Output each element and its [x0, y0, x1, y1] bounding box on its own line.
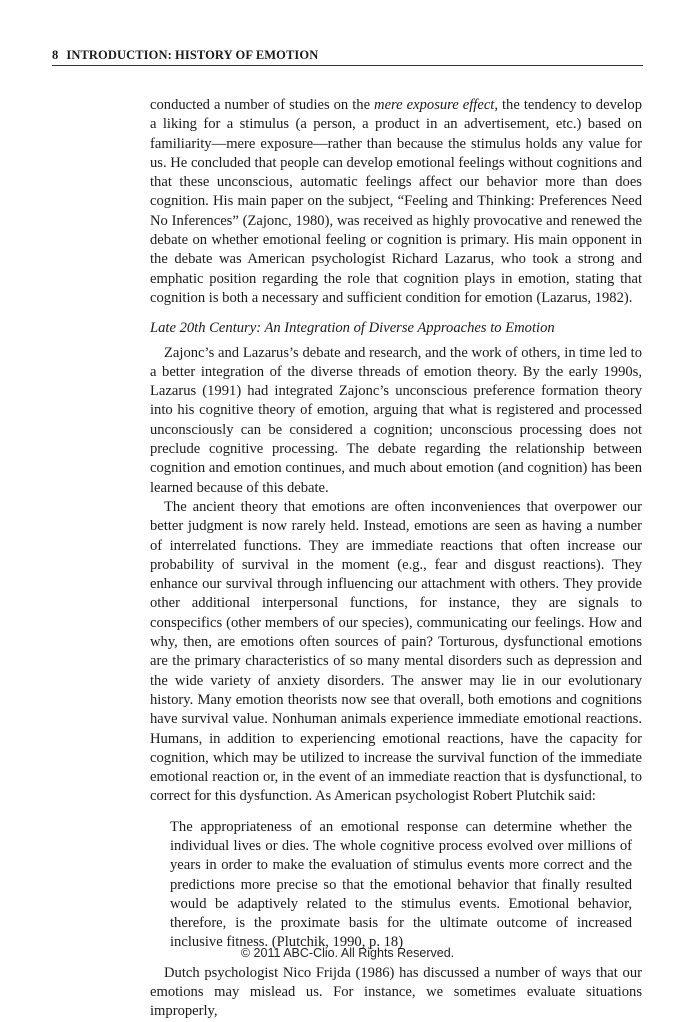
block-quote: The appropriateness of an emotional response can determine whether the individual lives or dies. The whole cognitive process evolved over millions of years in order to make the evaluation of stimulus events more correct and the predictions more precise so that the emotional behavior that finally resulted would be adaptively related to the stimulus events. Emotional behavior, therefore, is the proximate basis for the ultimate outcome of increased inclusive fitness. (Plutchik, 1990, p. 18) [170, 818, 632, 951]
paragraph-1-rest: , the tendency to develop a liking for a stimulus (a person, a product in an advertisement, etc.) based on familiarity—mere exposure—rather than because the stimulus holds any value for us. He concluded that people can develop emotional feelings without cognitions and that these unconscious, automatic feelings affect our behavior more than does cognition. His main paper on the subject, “Feeling and Thinking: Preferences Need No Inferences” (Zajonc, 1980), was received as highly provocative and renewed the debate on whether emotional feeling or cognition is primary. His main opponent in the debate was American psychologist Richard Lazarus, who took a strong and emphatic position regarding the role that cognition plays in emotion, stating that cognition is both a necessary and sufficient condition for emotion (Lazarus, 1982). [150, 97, 643, 306]
copyright-footer: © 2011 ABC-Clio. All Rights Reserved. [240, 946, 455, 960]
term-mere-exposure-effect: mere exposure effect [374, 97, 495, 113]
running-head [52, 48, 642, 63]
paragraph-1-start: conducted a number of studies on the [150, 97, 375, 113]
paragraph-1 [150, 96, 642, 308]
page-number: 8 [52, 48, 59, 62]
paragraph-3: The ancient theory that emotions are often inconveniences that overpower our better judgment is now rarely held. Instead, emotions are seen as having a number of interrelated functions. They are immediate reactions that often increase our probability of survival in the moment (e.g., fear and disgust reactions). They enhance our survival through influencing our attachment with others. They provide other additional interpersonal functions, for instance, they are signals to conspecifics (other members of our species), communicating our feelings. How and why, then, are emotions often sources of pain? Torturous, dysfunctional emotions are the primary characteristics of so many mental disorders such as depression and the wide variety of anxiety disorders. The answer may lie in our evolutionary history. Many emotion theorists now see that overall, both emotions and cognitions have survival value. Nonhuman animals experience immediate emotional reactions. Humans, in addition to experiencing emotional reactions, have the capacity for cognition, which may be utilized to increase the survival function of the immediate emotional reaction or, in the event of an immediate reaction that is dysfunctional, to correct for this dysfunction. As American psychologist Robert Plutchik said: [150, 498, 642, 805]
paragraph-2: Zajonc’s and Lazarus’s debate and research, and the work of others, in time led to a better integration of the diverse threads of emotion theory. By the early 1990s, Lazarus (1991) had integrated Zajonc’s unconscious preference formation theory into his cognitive theory of emotion, arguing that what is registered and processed unconsciously can be considered a cognition; unconscious processing does not preclude cognitive processing. The debate regarding the relationship between cognition and emotion continues, and much about emotion (and cognition) has been learned because of this debate. [150, 344, 642, 496]
paragraph-4: Dutch psychologist Nico Frijda (1986) has discussed a number of ways that our emotions may mislead us. For instance, we sometimes evaluate situations improperly, [150, 964, 642, 1020]
header-rule [52, 65, 643, 66]
section-subheading: Late 20th Century: An Integration of Diverse Approaches to Emotion [150, 320, 555, 337]
running-title: INTRODUCTION: HISTORY OF EMOTION [66, 48, 319, 62]
body-text [150, 96, 642, 1022]
